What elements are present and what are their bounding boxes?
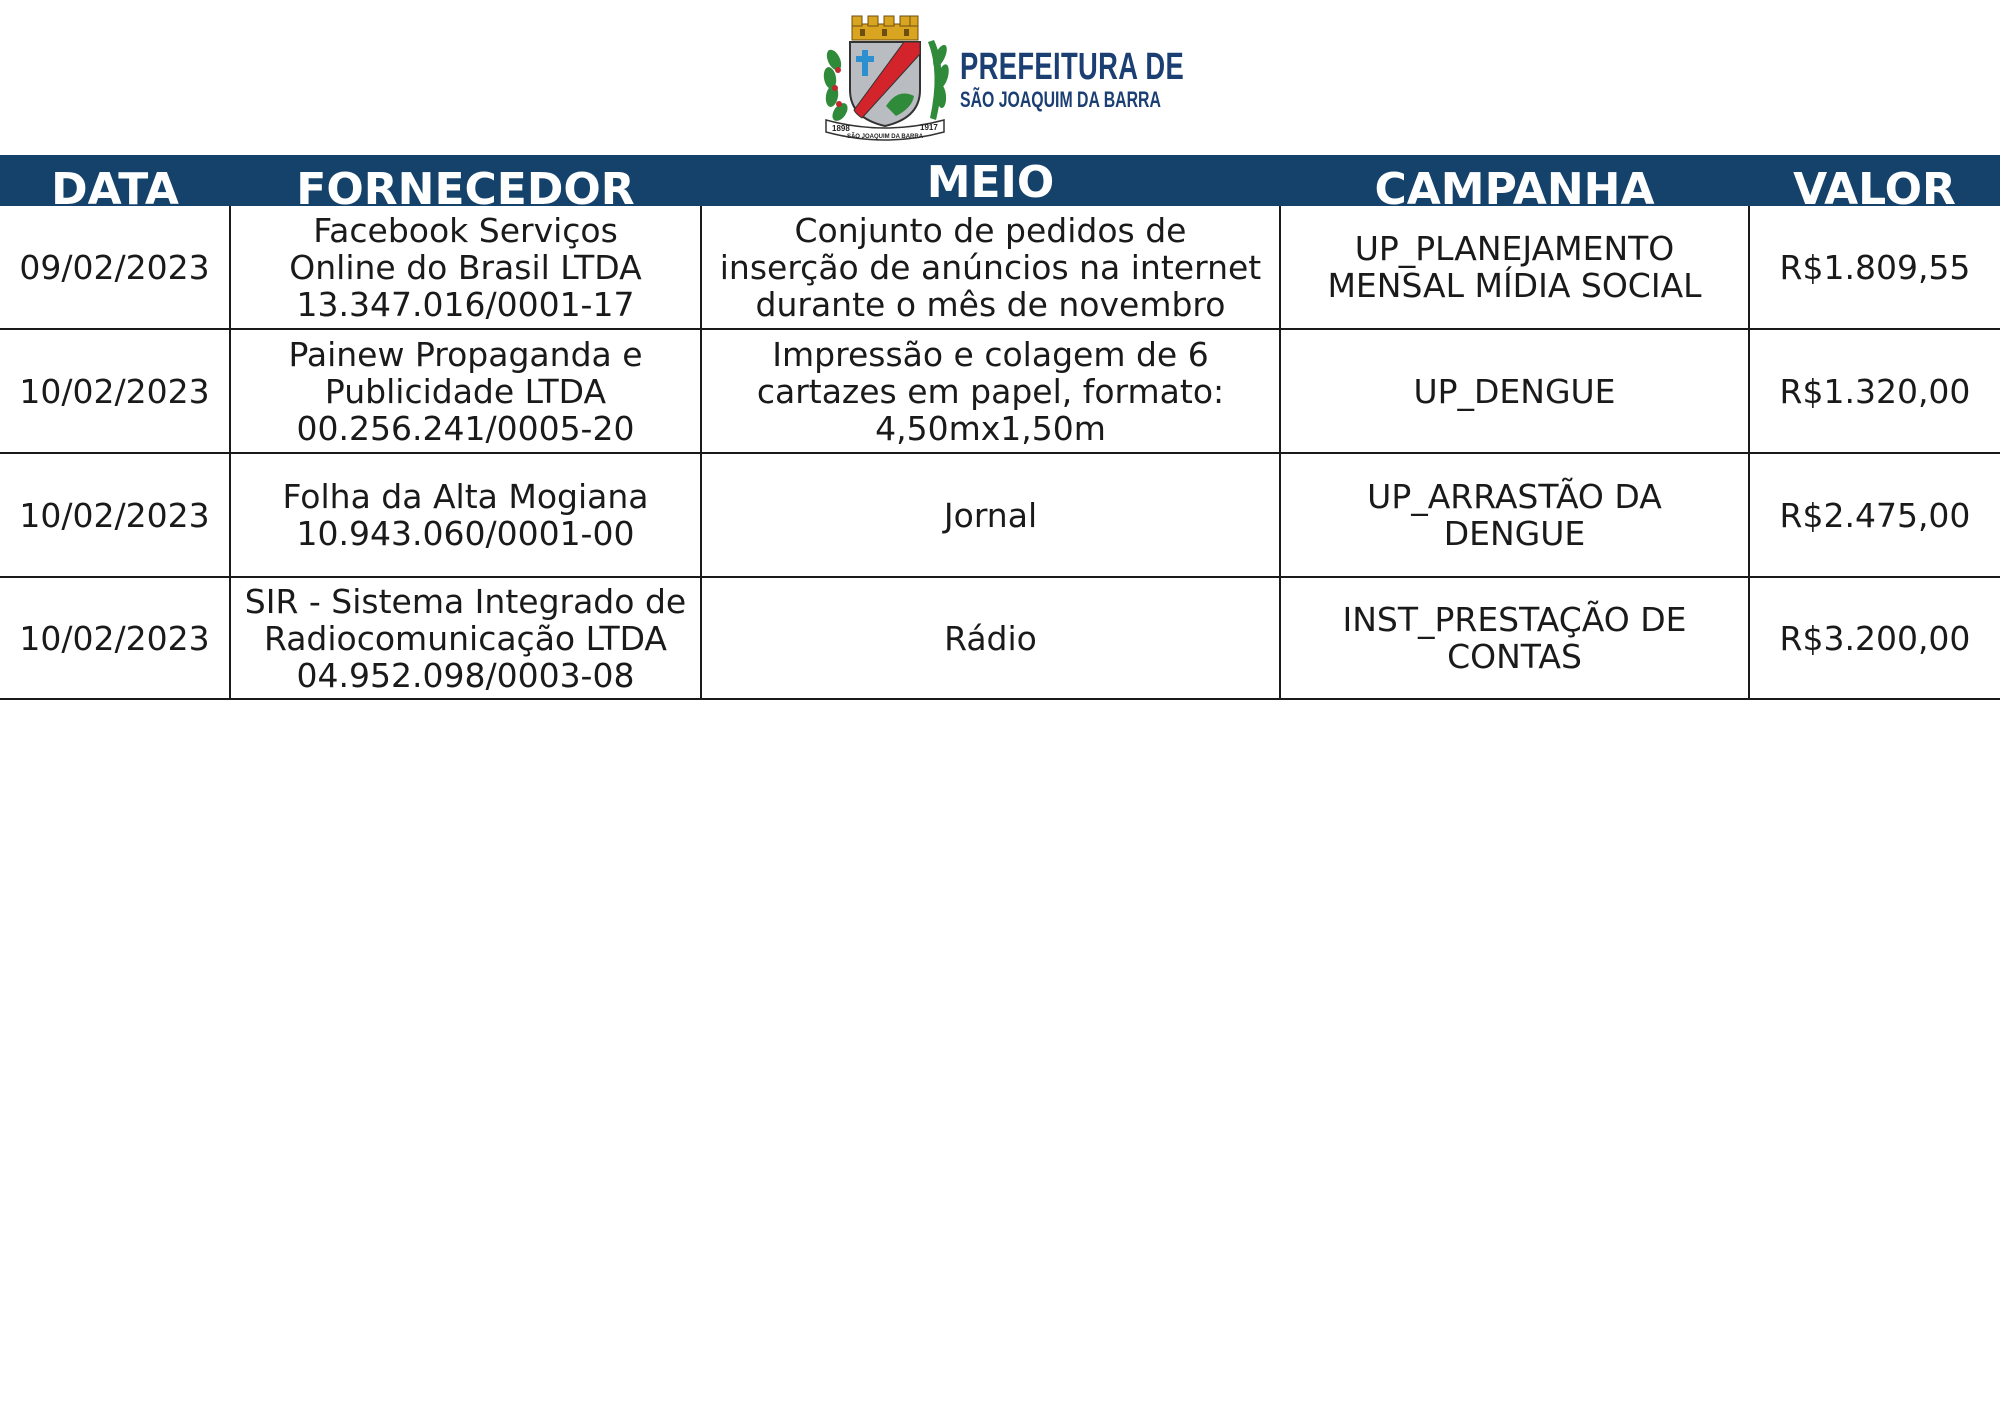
cell-campanha: INST_PRESTAÇÃO DE CONTAS (1280, 577, 1749, 699)
table-row (0, 453, 2000, 577)
cell-meio: Rádio (701, 577, 1280, 699)
table-row (0, 206, 2000, 329)
city-coat-of-arms-seal (816, 10, 954, 148)
column-header-valor: VALOR (1749, 155, 2000, 206)
cell-campanha: UP_PLANEJAMENTO MENSAL MÍDIA SOCIAL (1280, 206, 1749, 329)
cell-campanha: UP_DENGUE (1280, 329, 1749, 453)
table-row (0, 577, 2000, 699)
cell-meio: Impressão e colagem de 6 cartazes em papel, formato: 4,50mx1,50m (701, 329, 1280, 453)
cell-valor: R$1.320,00 (1749, 329, 2000, 453)
media-expense-table (0, 155, 2000, 700)
wordmark-line1: PREFEITURA DE (960, 45, 1185, 88)
column-header-campanha: CAMPANHA (1280, 155, 1749, 206)
cell-data: 10/02/2023 (0, 577, 230, 699)
cell-fornecedor: Painew Propaganda e Publicidade LTDA 00.256.241/0005-20 (230, 329, 701, 453)
column-header-meio: MEIO (701, 155, 1280, 206)
column-header-data: DATA (0, 155, 230, 206)
cell-meio: Conjunto de pedidos de inserção de anúncios na internet durante o mês de novembro (701, 206, 1280, 329)
seal-year-right: 1917 (920, 123, 938, 132)
cell-meio: Jornal (701, 453, 1280, 577)
cell-campanha: UP_ARRASTÃO DA DENGUE (1280, 453, 1749, 577)
cell-fornecedor: Folha da Alta Mogiana 10.943.060/0001-00 (230, 453, 701, 577)
cell-data: 09/02/2023 (0, 206, 230, 329)
cell-valor: R$1.809,55 (1749, 206, 2000, 329)
seal-ribbon-text: SÃO JOAQUIM DA BARRA (846, 134, 924, 140)
cell-data: 10/02/2023 (0, 453, 230, 577)
table-header-row (0, 155, 2000, 206)
cell-valor: R$2.475,00 (1749, 453, 2000, 577)
cell-valor: R$3.200,00 (1749, 577, 2000, 699)
cell-fornecedor: Facebook Serviços Online do Brasil LTDA 13.347.016/0001-17 (230, 206, 701, 329)
seal-year-left: 1898 (832, 124, 850, 133)
table-row (0, 329, 2000, 453)
cell-data: 10/02/2023 (0, 329, 230, 453)
header-logo (816, 10, 1271, 148)
column-header-fornecedor: FORNECEDOR (230, 155, 701, 206)
wordmark-line2: SÃO JOAQUIM DA BARRA (960, 86, 1161, 112)
cell-fornecedor: SIR - Sistema Integrado de Radiocomunicação LTDA 04.952.098/0003-08 (230, 577, 701, 699)
city-name-wordmark (960, 45, 1185, 112)
